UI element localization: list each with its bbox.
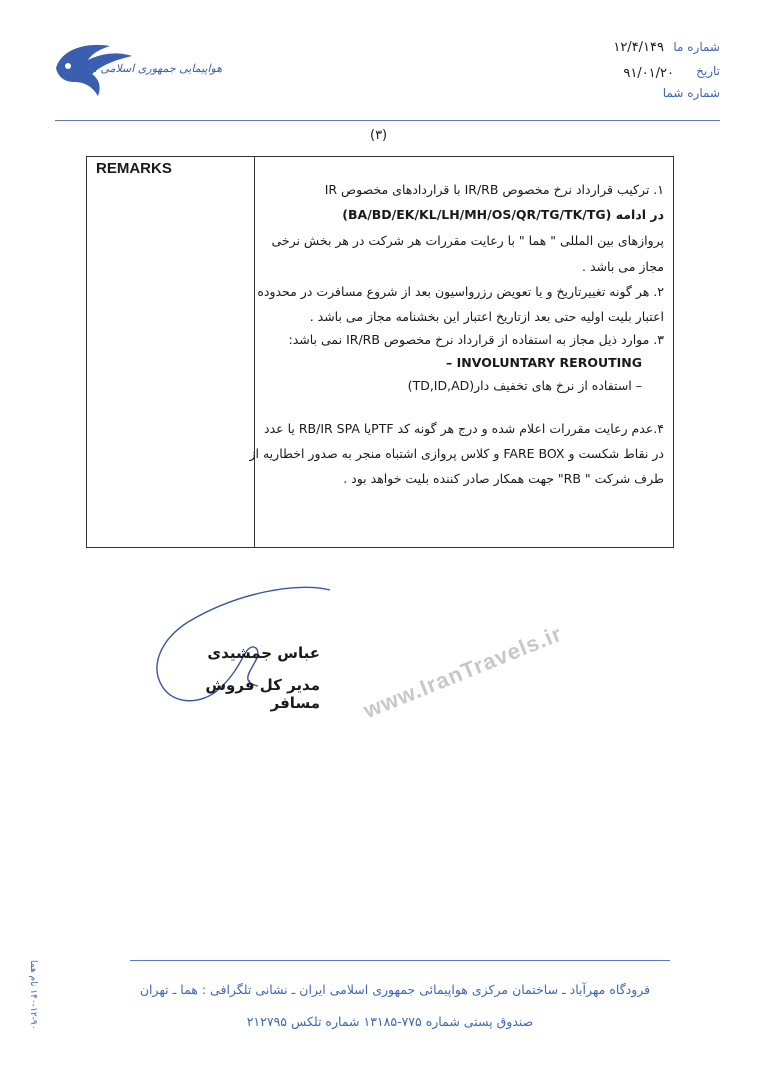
remark-line-2: (BA/BD/EK/KL/LH/MH/OS/QR/TG/TK/TG) در ادامه [342, 207, 664, 222]
remark-line-4: مجاز می باشد . [582, 259, 664, 274]
remark-line-7: ۳. موارد ذیل مجاز به استفاده از قرارداد نرخ مخصوص IR/RB نمی باشد: [288, 332, 664, 347]
remark-bullet-2: – استفاده از نرخ های تخفیف دار(TD,ID,AD) [407, 378, 642, 393]
our-number-label: شماره ما [673, 40, 720, 54]
date-label: تاریخ [696, 64, 720, 78]
remark-line-6: اعتبار بلیت اولیه حتی بعد ازتاریخ اعتبار این بخشنامه مجاز می باشد . [309, 309, 664, 324]
form-code: ۱۴۰-۱۲-۹۰ نام هما [28, 960, 38, 1030]
footer-postal: صندوق پستی شماره ۷۷۵-۱۳۱۸۵ شماره تلکس ۲۱۲۷۹۵ [246, 1014, 534, 1029]
date-value: ۹۱/۰۱/۲۰ [623, 66, 674, 81]
remark-line-8: ۴.عدم رعایت مقررات اعلام شده و درج هر گونه کد PTFیا RB/IR SPA یا عدد [264, 421, 664, 436]
remark-bullet-1: – INVOLUNTARY REROUTING [446, 355, 642, 370]
your-number-label: شماره شما [662, 86, 720, 100]
signatory-title: مدیر کل فروش مسافر [205, 676, 320, 712]
signatory-name: عباس جمشیدی [207, 644, 320, 662]
logo-text: هواپیمایی جمهوری اسلامی ایران [73, 62, 222, 75]
table-column-divider [254, 156, 255, 548]
footer-divider [130, 960, 670, 961]
remark-line-5: ۲. هر گونه تغییرتاریخ و یا تعویض رزرواسیون بعد از شروع مسافرت در محدوده [257, 284, 664, 299]
our-number-value: ۱۲/۴/۱۴۹ [613, 40, 664, 55]
page-number: (۳) [370, 128, 388, 143]
remark-line-10: طرف شرکت " RB" جهت همکار صادر کننده بلیت خواهد بود . [343, 471, 664, 486]
remarks-label: REMARKS [96, 160, 172, 177]
remark-line-9: در نقاط شکست و FARE BOX و کلاس پروازی اشتباه منجر به صدور اخطاریه از [249, 446, 664, 461]
header-divider [55, 120, 720, 121]
watermark: www.IranTravels.ir [360, 620, 566, 724]
remark-line-3: پروازهای بین المللی " هما " با رعایت مقررات هر شرکت در هر بخش نرخی [271, 233, 664, 248]
footer-address: فرودگاه مهرآباد ـ ساختمان مرکزی هواپیمائی جمهوری اسلامی ایران ـ نشانی تلگرافی : هما ـ تهران [139, 982, 651, 997]
remark-line-1: ۱. ترکیب قرارداد نرخ مخصوص IR/RB با قراردادهای مخصوص IR [324, 182, 664, 197]
